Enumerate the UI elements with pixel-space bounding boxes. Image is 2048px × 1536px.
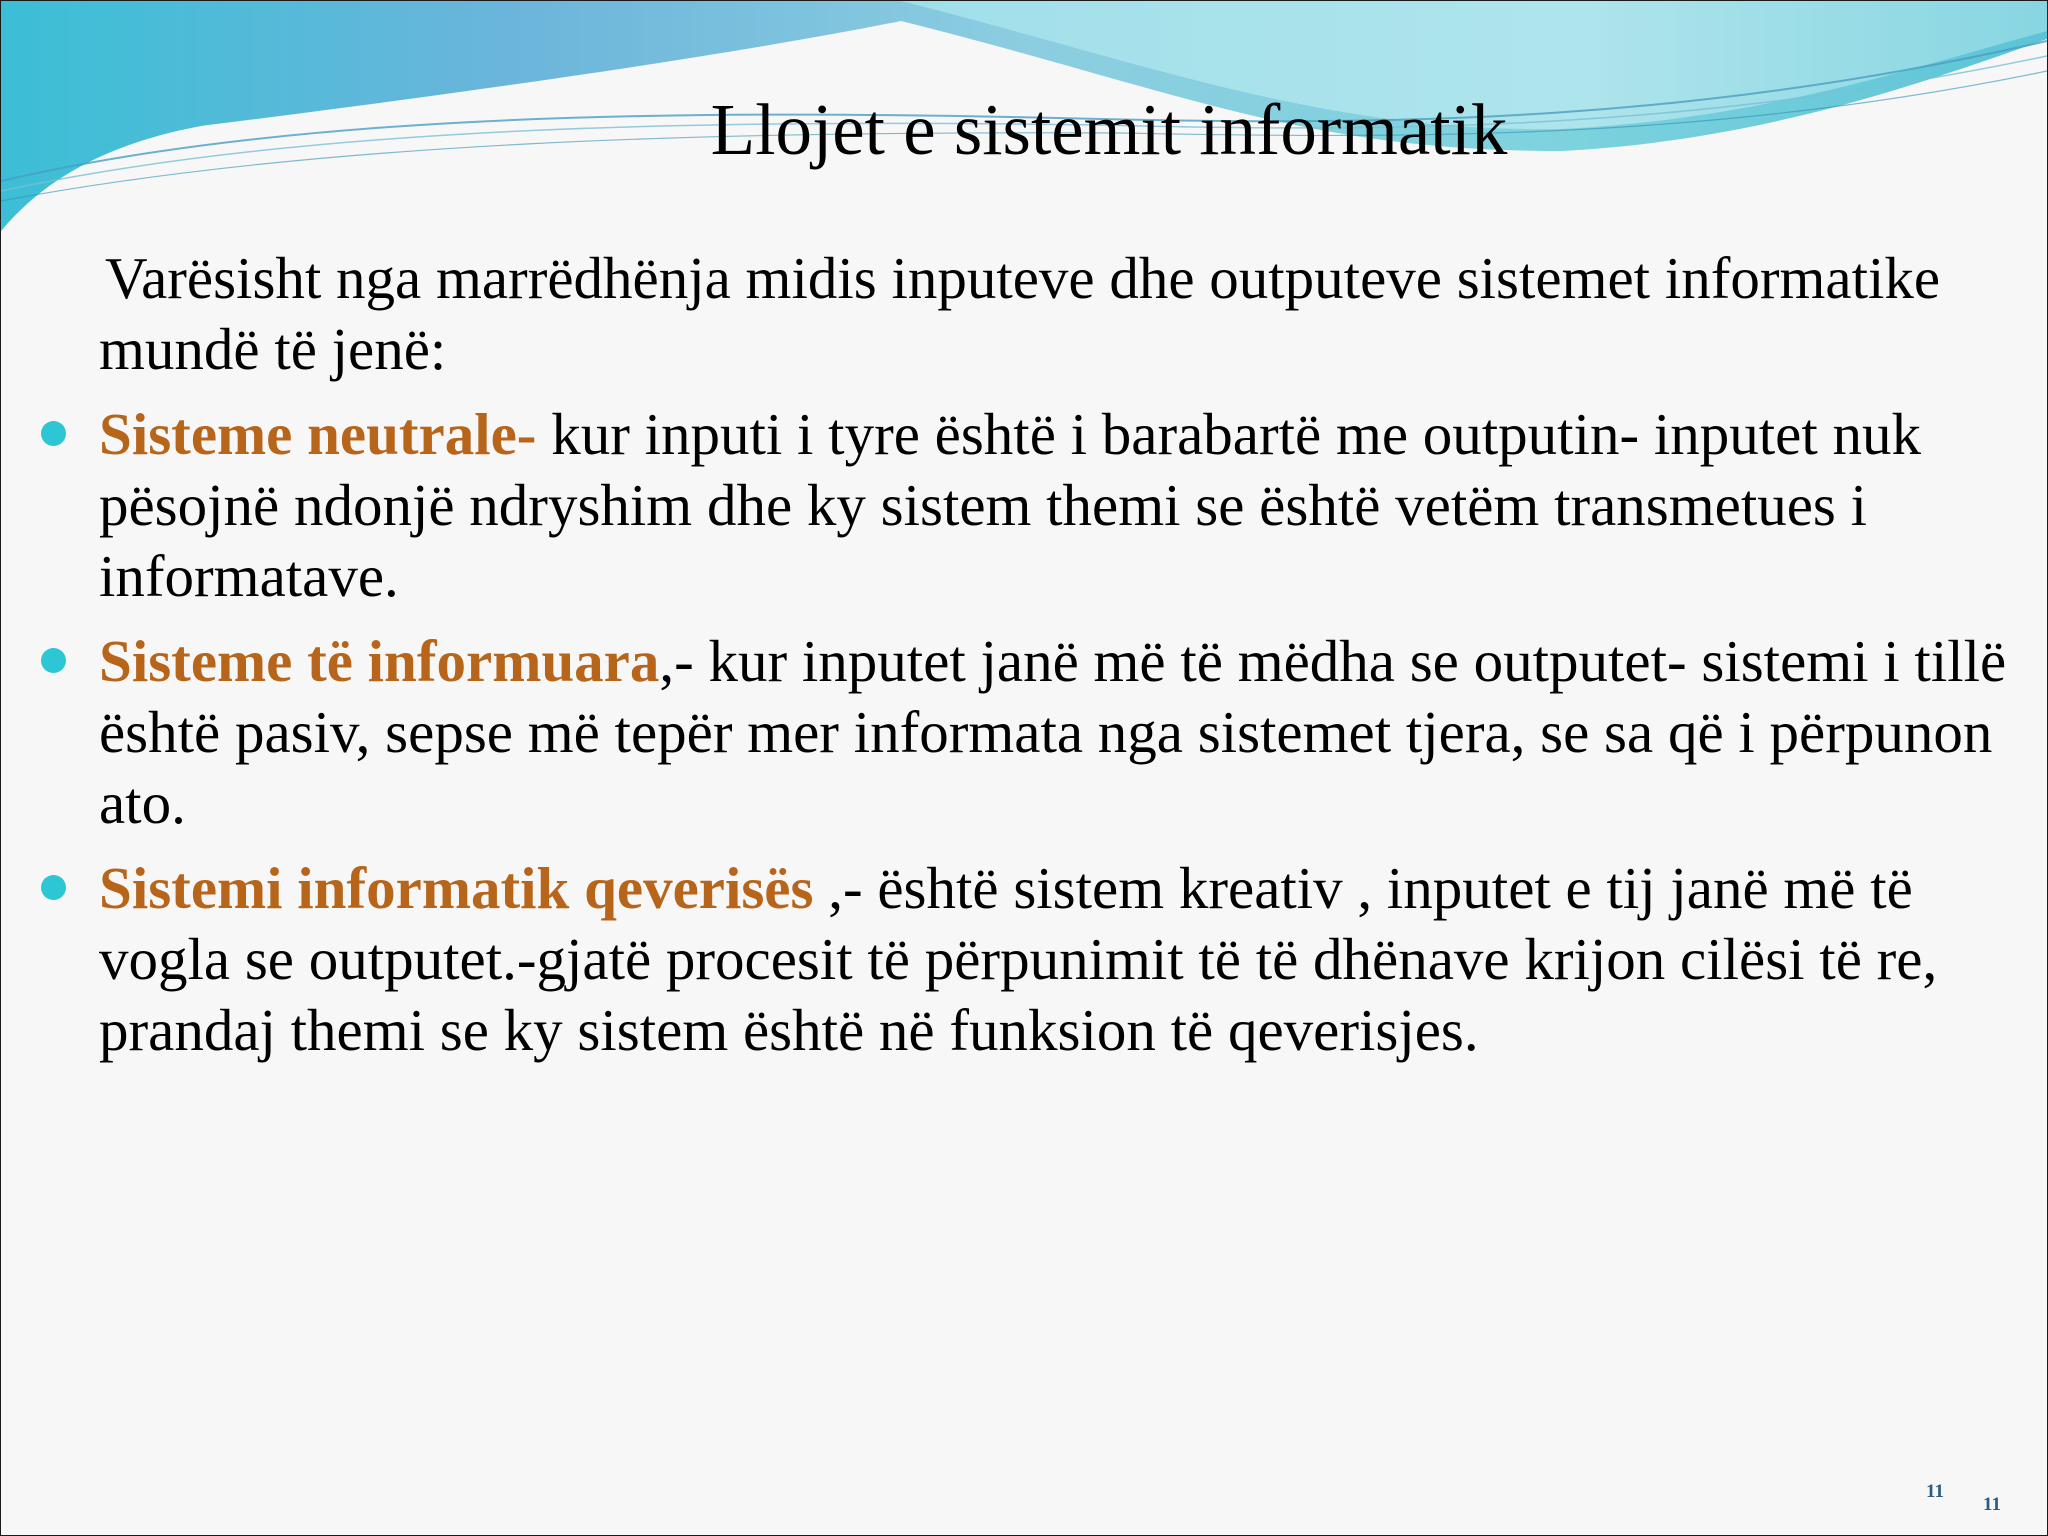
list-item — [99, 399, 2019, 612]
bullet-text: kur inputi i tyre është i barabartë me outputin- inputet nuk pësojnë ndonjë ndryshim dhe ky sistem themi se është vetëm transmetues i informatave. — [99, 401, 1921, 609]
bullet-list — [99, 399, 2019, 1066]
bullet-text: ,- është sistem kreativ , inputet e tij janë më të vogla se outputet.-gjatë procesit të përpunimit të të dhënave krijon cilësi të re, prandaj themi se ky sistem është në funksion të qeverisjes. — [99, 855, 1938, 1063]
bullet-term: Sisteme të informuara — [99, 628, 660, 694]
intro-paragraph: Varësisht nga marrëdhënja midis inputeve dhe outputeve sistemet informatike mundë të jenë: — [99, 245, 1941, 382]
bullet-term: Sistemi informatik qeverisës — [99, 855, 814, 921]
bullet-icon — [41, 875, 66, 900]
page-number-secondary: 11 — [1983, 1494, 2001, 1515]
bullet-text: ,- kur inputet janë më të mëdha se outputet- sistemi i tillë është pasiv, sepse më tepër mer informata nga sistemet tjera, se sa që i përpunon ato. — [99, 628, 2007, 836]
slide-title: Llojet e sistemit informatik — [710, 89, 1508, 170]
slide-content — [99, 243, 2019, 1080]
bullet-term: Sisteme neutrale- — [99, 401, 537, 467]
list-item — [99, 626, 2019, 839]
list-item — [99, 853, 2019, 1066]
page-number: 11 — [1926, 1481, 1944, 1502]
bullet-icon — [41, 421, 66, 446]
bullet-icon — [41, 648, 66, 673]
